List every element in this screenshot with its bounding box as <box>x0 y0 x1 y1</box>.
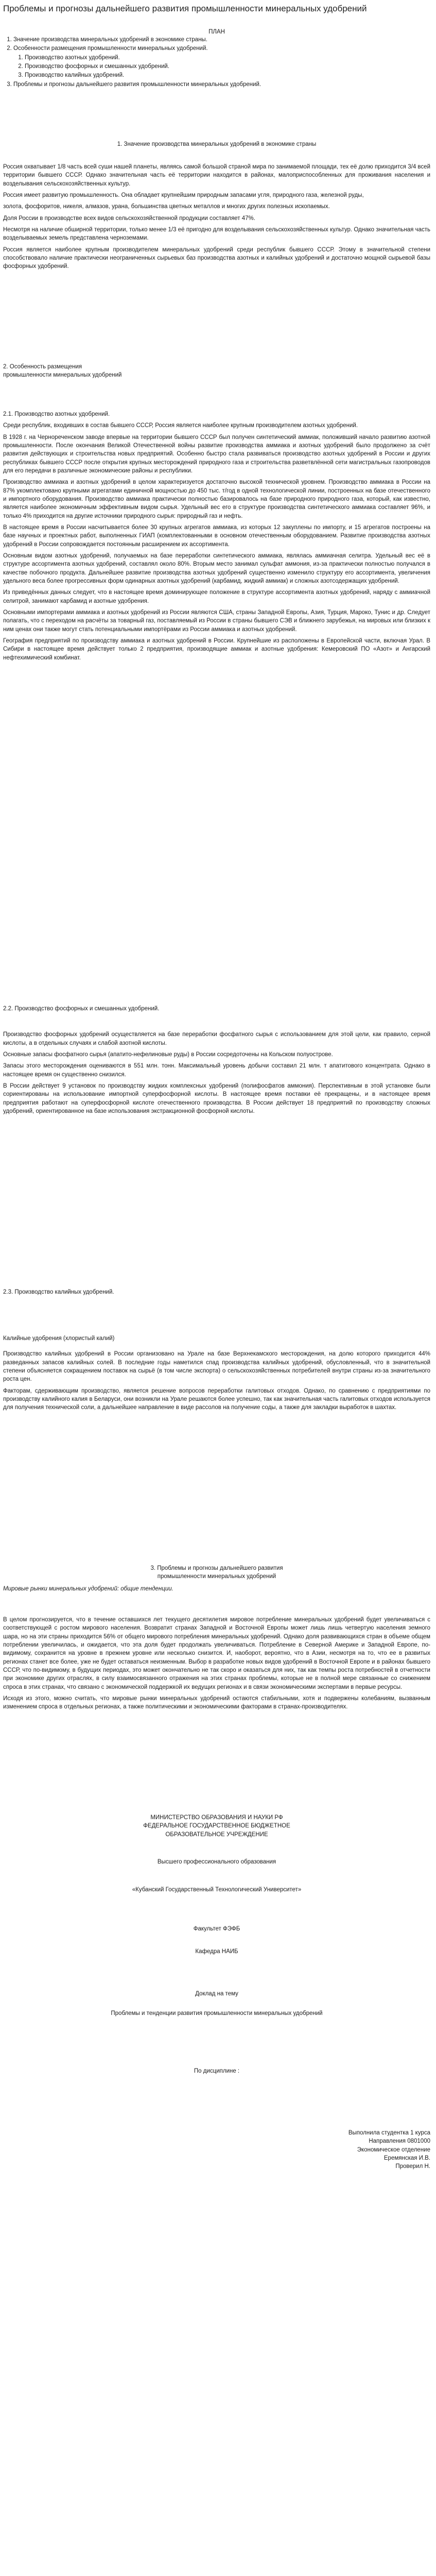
paragraph: Доля России в производстве всех видов сельскохозяйственной продукции составляет 47%. <box>3 215 255 222</box>
paragraph: В настоящее время в России насчитывается более 30 крупных агрегатов аммиака, из которых 12 закуплены по импорту, и 15 агрегатов построены на базе научных и проектных работ, выполненных ГИАП (комплектованными в основном отечественным оборудованием. Развитие производства азотных удобрений в России сопровождается постоянным расширением их ассортимента. <box>3 524 430 548</box>
section-2-heading: 2. Особенность размещения промышленности минеральных удобрений <box>3 364 122 379</box>
paragraph: Россия имеет развитую промышленность. Она обладает крупнейшим природным запасами угля, природного газа, железной руды, <box>3 192 364 198</box>
paragraph: В целом прогнозируется, что в течение оставшихся лет текущего десятилетия мировое потребление минеральных удобрений будет увеличиваться с соответствующей с ростом мирового населения. Возвратит странах Западной и Восточной Европы может лишь лишь четвертую населения земного шара, но на эти страны приходится 56% от общего мирового потребления минеральных удобрений. Однако доля развивающихся стран в объеме общем потреблении увеличилась, и ожидается, что эта доля будет продолжать увеличиваться. Потребление в Северной Америке и Западной Европе, по-видимому, сохранится на уровне в прежнем уровне или несколько снизится. И, наоборот, вероятно, что в Азии, несмотря на то, что ее в развитых регионах станет все более, уже не будет оставаться неизменным. Выбор в разработке новых видов удобрений в Восточной Европе и в районах бывшего СССР, что по-видимому, в будущих периодах, это может окончательно не так скоро и оказаться для них, так как темпы роста потребностей в отчетности при экономике других отраслях, в силу взаимосвязанного отражения на этих странах проблемы, которые не в полной мере связанные со снижением спроса в этих странах, что связано с экономической поддержкой их ведущих регионах и в связи экономическими экспертами в первые ресурсы. <box>3 1617 430 1690</box>
paragraph: Несмотря на наличие обширной территории, только менее 1/3 её пригодно для возделывания сельскохозяйственных культур. Однако значительная часть возделываемых земель представлена черноземами. <box>3 226 430 242</box>
section-1-heading: 1. Значение производства минеральных удобрений в экономике страны <box>117 141 317 147</box>
cover-edu-line: Высшего профессионального образования <box>157 1859 276 1865</box>
toc-item: 1. Значение производства минеральных удобрений в экономике страны. <box>13 36 430 44</box>
paragraph: Производство калийных удобрений в России организовано на Урале на базе Верхнекамского месторождения, на долю которого приходится 44% разведанных запасов калийных солей. В последние годы наметился спад производства калийных удобрений, обусловленный, что в значительной степени объясняется сокращением поставок на сырьё (в том числе экспорта) о сельскохозяйственных потребителей внутри страны из-за значительного роста цен. <box>3 1351 430 1383</box>
section-2-2 <box>3 1005 430 1118</box>
section-2-1-heading: 2.1. Производство азотных удобрений. <box>3 411 110 417</box>
cover-doc-type: Доклад на тему <box>195 1991 238 1997</box>
paragraph: В России действует 9 установок по производству жидких комплексных удобрений (полифосфатов аммония). Перспективным в этой установке были сориентированы на использование импортной суперфосфорной кислоты. В настоящее время поставки её прекращены, и в настоящее время предприятия работают на суперфосфорной кислоте отечественного производства. В России действует 18 предприятий по производству сложных удобрений, ориентированное на базе использования экстракционной фосфорной кислоты. <box>3 1082 430 1114</box>
paragraph: Россия охватывает 1/8 часть всей суши нашей планеты, являясь самой большой страной мира по занимаемой площади, тех её долю приходится 3/4 всей территории бывшего СССР. Однако значительная часть её территории находится в районах, малоприспособленных для проживания населения и возделывания сельскохозяйственных культур. <box>3 164 430 187</box>
paragraph: Производство аммиака и азотных удобрений в целом характеризуется достаточно высокой технической уровнем. Производство аммиака в России на 87% укомплектовано крупными агрегатами единичной мощностью до 450 тыс. т/год в одной технологической линии, построенных на базе отечественного и импортного оборудования. Производство аммиака практически полностью базировалось на базе природного природного газа, который, как известно, является наиболее экономичным эффективным видом сырья. Удельный вес его в структуре производства синтетического аммиака составляет 96%, и только 4% приходится на другие источники природного сырья: природный газ и нефть. <box>3 479 430 519</box>
toc-item: 3. Проблемы и прогнозы дальнейшего развития промышленности минеральных удобрений. <box>13 80 430 89</box>
cover-department: Кафедра НАИБ <box>195 1948 238 1955</box>
paragraph: Среди республик, входивших в состав бывшего СССР, Россия является наиболее крупным производителем азотных удобрений. <box>3 422 358 429</box>
table-of-contents <box>3 35 430 89</box>
paragraph: Основные запасы фосфатного сырья (апатито-нефелиновые руды) в России сосредоточены на Кольском полуострове. <box>3 1051 333 1058</box>
section-2-3-subheading: Калийные удобрения (хлористый калий) <box>3 1335 115 1342</box>
section-2-2-heading: 2.2. Производство фосфорных и смешанных удобрений. <box>3 1006 160 1012</box>
paragraph: золота, фосфоритов, никеля, алмазов, урана, большинства цветных металлов и многих других полезных ископаемых. <box>3 204 330 210</box>
paragraph: Основным видом азотных удобрений, получаемых на базе переработки синтетического аммиака, являлась аммиачная селитра. Удельный вес её в структуре ассортимента азотных удобрений, составлял около 80%. Вторым место занимал сульфат аммония, из-за практически полностью получался в качестве побочного продукта. Дальнейшее развитие производства азотных удобрений существенно изменило структуру его ассортимента, увеличения удельного веса более прогрессивных форм одинарных азотных удобрений (карбамид, жидкий аммиак) и сложных азотсодержащих удобрений. <box>3 552 430 584</box>
cover-discipline: По дисциплине : <box>194 2068 240 2074</box>
paragraph: Россия является наиболее крупным производителем минеральных удобрений среди республик бывшего СССР. Этому в значительной степени способствовало наличие практически неограниченных сырьевых баз производства азотных и калийных удобрений и достаточно мощной сырьевой базы фосфорных удобрений. <box>3 246 430 270</box>
plan-heading: ПЛАН <box>208 29 225 35</box>
section-2-3-heading: 2.3. Производство калийных удобрений. <box>3 1289 114 1295</box>
section-3-heading: 3. Проблемы и прогнозы дальнейшего развития промышленности минеральных удобрений <box>150 1565 283 1580</box>
section-3-body <box>3 1616 430 1715</box>
section-1-body <box>3 163 430 274</box>
toc-subitem: 3. Производство калийных удобрений. <box>25 71 430 79</box>
paragraph: Исходя из этого, можно считать, что мировые рынки минеральных удобрений остаются стабильными, хотя и подвержены колебаниям, вызванным изменением спроса в отдельных регионах, а также политическими и экономическими факторами в странах-производителях. <box>3 1695 430 1710</box>
cover-university: «Кубанский Государственный Технологический Университет» <box>132 1887 302 1893</box>
section-2-3-body <box>3 1334 430 1415</box>
paragraph: Из приведённых данных следует, что в настоящее время доминирующее положение в структуре ассортимента азотных удобрений, наряду с аммиачной селитрой, занимают карбамид и азотные удобрения. <box>3 589 430 604</box>
toc-subitem: 2. Производство фосфорных и смешанных удобрений. <box>25 62 430 71</box>
section-2-1 <box>3 410 430 665</box>
paragraph: Факторам, сдерживающим производство, является решение вопросов переработки галитовых отходов. Однако, по сравнению с предприятиями по производству калийного калия в Беларуси, они возникли на Урале решаются более успешно, так как значительная часть галитовых отходов используется для получения технической соли, а дальнейшее направление в виде рассолов на получение соды, а также для закладки выработок в шахтах. <box>3 1387 430 1411</box>
paragraph: География предприятий по производству аммиака и азотных удобрений в России. Крупнейшие из расположены в Европейской части, включая Урал. В Сибири в настоящее время действует только 2 предприятия, производящие аммиак и азотные удобрения: Кемеровский ПО «Азот» и Ангарский нефтехимический комбинат. <box>3 637 430 661</box>
paragraph: Производство фосфорных удобрений осуществляется на базе переработки фосфатного сырья с использованием для этой цели, как правило, серной кислоты, а в отдельных случаях и слабой азотной кислоты. <box>3 1031 430 1046</box>
paragraph: Запасы этого месторождения оцениваются в 551 млн. тонн. Максимальный уровень добычи составил 21 млн. т апатитового концентрата. Однако в настоящее время он существенно снизился. <box>3 1063 430 1078</box>
page-title: Проблемы и прогнозы дальнейшего развития промышленности минеральных удобрений <box>3 4 367 13</box>
paragraph: Основными импортерами аммиака и азотных удобрений из России являются США, страны Западной Европы, Азия, Турция, Мароко, Тунис и др. Следует полагать, что с переходом на расчёты за товарный газ, поставляемый из России в страны бывшего СЭВ и ближнего зарубежья, на мировых или близких к ним ценах они также могут стать потенциальными импортёрами из России аммиака и азотных удобрений. <box>3 609 430 633</box>
cover-faculty: Факультет ФЭФБ <box>193 1926 240 1932</box>
section-3-subtitle: Мировые рынки минеральных удобрений: общие тенденции. <box>3 1586 173 1592</box>
toc-subitem: 1. Производство азотных удобрений. <box>25 54 430 62</box>
cover-ministry: МИНИСТЕРСТВО ОБРАЗОВАНИЯ И НАУКИ РФ ФЕДЕРАЛЬНОЕ ГОСУДАРСТВЕННОЕ БЮДЖЕТНОЕ ОБРАЗОВАТЕЛЬНОЕ УЧРЕЖДЕНИЕ <box>143 1815 290 1838</box>
cover-topic: Проблемы и тенденции развития промышленности минеральных удобрений <box>111 2010 323 2016</box>
title-block <box>3 3 430 14</box>
paragraph: В 1928 г. на Чернореченском заводе впервые на территории бывшего СССР был получен синтетический аммиак, положивший начало развитию азотной промышленности. После окончания Великой Отечественной войны развитие производства аммиака и азотных удобрений было продолжено за счёт развития действующих и строительства новых предприятий. Особенно быстро стала развиваться производство азотных удобрений в России и других республиках бывшего СССР после открытия крупных месторождений природного газа и строительства разветвлённой сети магистральных газопроводов для его передачи в различные экономические районы и республики. <box>3 434 430 474</box>
cover-author: Выполнила студентка 1 курса Направления 0801000 Экономическое отделение Еремянская И.В. Проверил Н. <box>348 2130 430 2170</box>
toc-item: 2. Особенности размещения промышленности минеральных удобрений. 1. Производство азотных удобрений. 2. Производство фосфорных и смешанных удобрений. 3. Производство калийных удобрений. <box>13 44 430 79</box>
